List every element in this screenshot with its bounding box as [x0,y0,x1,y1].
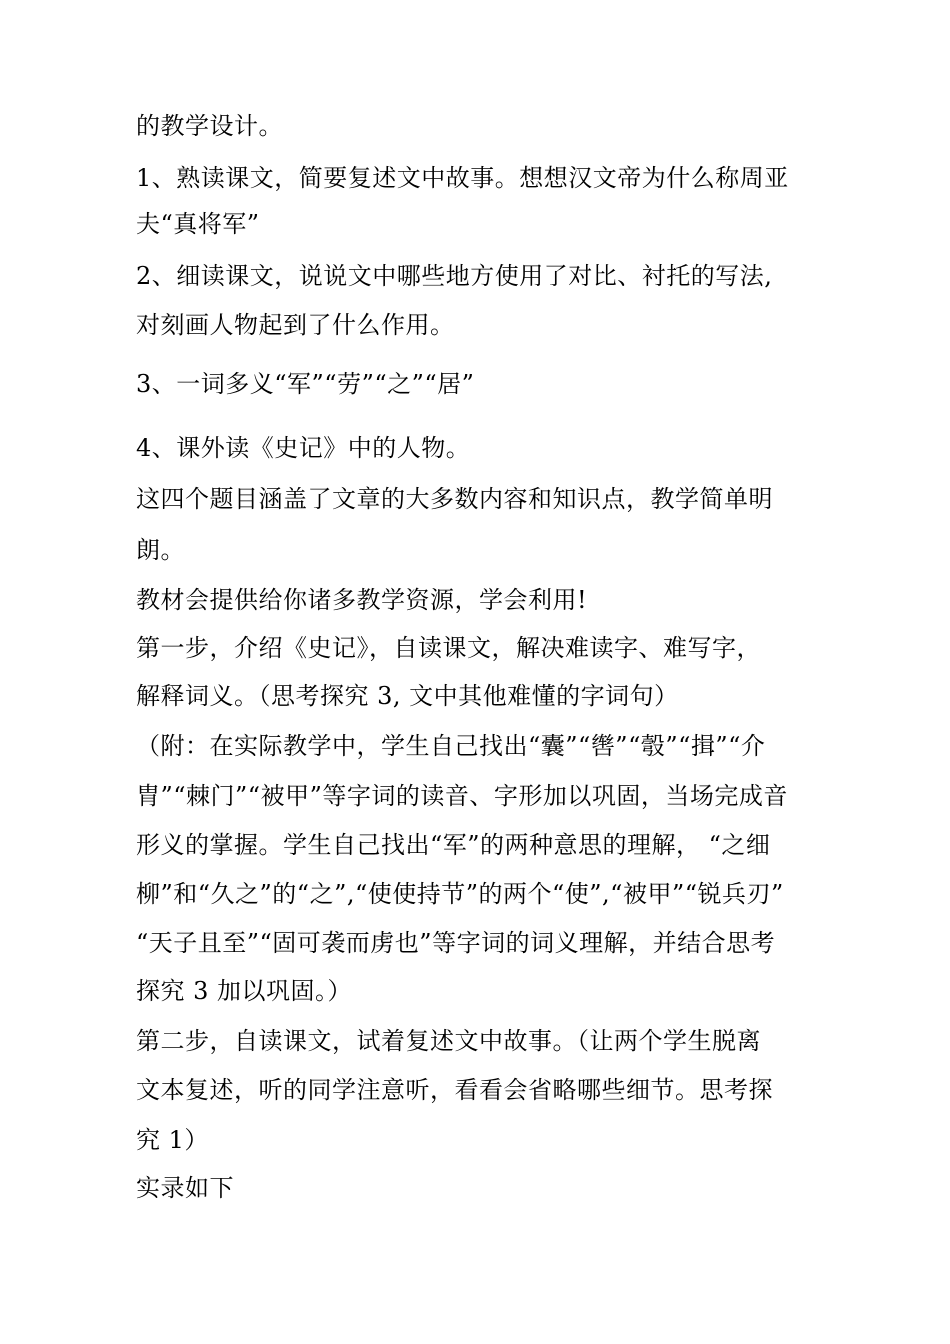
text-line-18: 探究 3 加以巩固。） [136,977,353,1005]
text-line-13: （附：在实际教学中，学生自己找出“囊”“辔”“彀”“揖”“介 [136,732,766,760]
text-line-22: 实录如下 [136,1174,234,1202]
text-line-14: 胄”“棘门”“被甲”等字词的读音、字形加以巩固，当场完成音 [136,782,788,810]
text-line-3: 夫“真将军” [136,210,260,238]
text-line-5: 对刻画人物起到了什么作用。 [136,311,455,339]
text-line-4: 2、细读课文，说说文中哪些地方使用了对比、衬托的写法, [136,262,773,290]
text-line-20: 文本复述，听的同学注意听，看看会省略哪些细节。思考探 [136,1076,773,1104]
text-line-9: 朗。 [136,536,185,564]
text-line-2: 1、熟读课文，简要复述文中故事。想想汉文帝为什么称周亚 [136,164,789,192]
text-line-6: 3、一词多义“军”“劳”“之”“居” [136,370,475,398]
text-line-1: 的教学设计。 [136,112,283,140]
text-line-8: 这四个题目涵盖了文章的大多数内容和知识点，教学简单明 [136,485,773,513]
text-line-16: 柳”和“久之”的“之”,“使使持节”的两个“使”,“被甲”“锐兵刃” [136,880,784,908]
text-line-10: 教材会提供给你诸多教学资源，学会利用! [136,586,588,614]
text-line-11: 第一步，介绍《史记》，自读课文，解决难读字、难写字， [136,634,761,662]
text-line-7: 4、课外读《史记》中的人物。 [136,434,471,462]
text-line-21: 究 1） [136,1126,209,1154]
text-line-15: 形义的掌握。学生自己找出“军”的两种意思的理解， “之细 [136,831,771,859]
text-line-19: 第二步，自读课文，试着复述文中故事。（让两个学生脱离 [136,1027,761,1055]
text-line-17: “天子且至”“固可袭而虏也”等字词的词义理解，并结合思考 [136,929,776,957]
text-line-12: 解释词义。（思考探究 3, 文中其他难懂的字词句） [136,682,679,710]
